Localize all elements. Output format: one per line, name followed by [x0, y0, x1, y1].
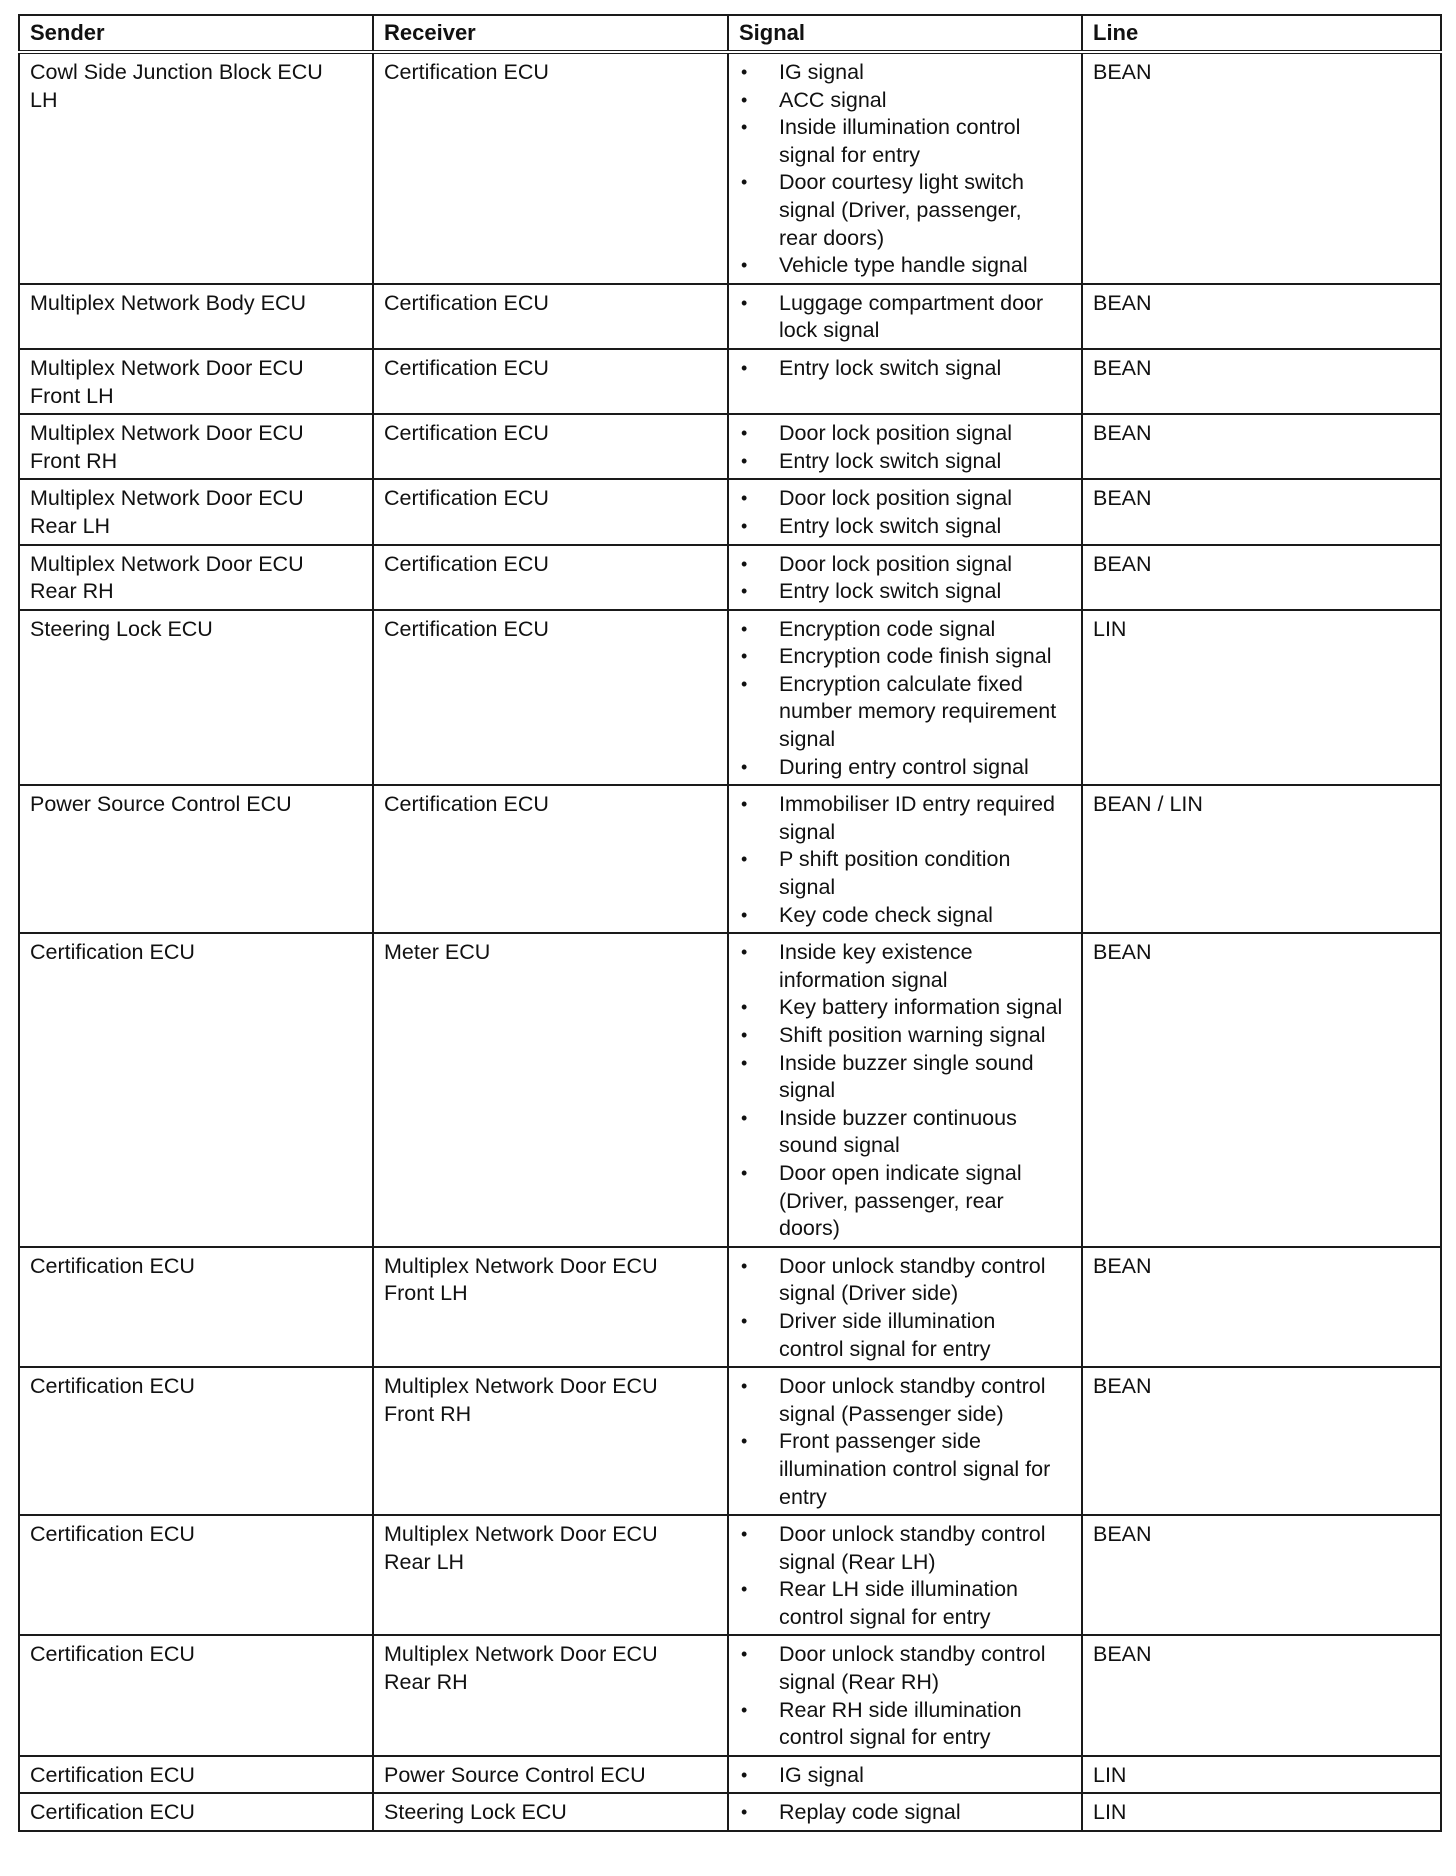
receiver-cell	[373, 1247, 728, 1367]
signal-cell	[728, 933, 1082, 1247]
signal-item	[739, 1641, 1071, 1696]
bullet-icon: •	[741, 62, 748, 82]
line-cell	[1082, 1756, 1441, 1794]
receiver-cell	[373, 284, 728, 349]
table-row	[19, 52, 1441, 284]
signal-text: Key battery information signal	[779, 995, 1063, 1020]
signal-item	[739, 1521, 1071, 1576]
line-cell	[1082, 933, 1441, 1247]
bullet-icon: •	[741, 1699, 748, 1720]
receiver-text: Certification ECU	[384, 551, 549, 576]
sender-cell	[19, 1756, 373, 1794]
bullet-icon: •	[741, 292, 748, 313]
line-text: BEAN	[1093, 1522, 1152, 1547]
signal-text: Entry lock switch signal	[779, 355, 1002, 380]
signal-item	[739, 551, 1071, 579]
signal-text: Door unlock standby control signal (Rear RH)	[779, 1642, 1046, 1695]
sender-text: Certification ECU	[30, 1374, 195, 1399]
receiver-cell	[373, 1635, 728, 1755]
table-row	[19, 1635, 1441, 1755]
signal-list	[739, 1799, 1071, 1827]
signal-text: P shift position condition signal	[779, 847, 1011, 900]
bullet-icon: •	[741, 1310, 748, 1331]
signal-table-sheet	[18, 14, 1440, 1832]
signal-item	[739, 671, 1071, 754]
signal-item	[739, 846, 1071, 901]
sender-text: Certification ECU	[30, 940, 195, 965]
signal-item	[739, 1428, 1071, 1511]
sender-cell	[19, 1635, 373, 1755]
table-row	[19, 284, 1441, 349]
bullet-icon: •	[741, 997, 748, 1018]
signal-item	[739, 1697, 1071, 1752]
table-row	[19, 1247, 1441, 1367]
line-text: BEAN	[1093, 290, 1152, 315]
bullet-icon: •	[741, 794, 748, 815]
bullet-icon: •	[741, 673, 748, 694]
signal-text: Entry lock switch signal	[779, 513, 1002, 538]
sender-text: Multiplex Network Door ECU Front LH	[30, 355, 304, 408]
signal-item	[739, 290, 1071, 345]
signal-item	[739, 59, 1071, 87]
header-line: Line	[1082, 15, 1441, 52]
signal-list	[739, 290, 1071, 345]
bullet-icon: •	[741, 423, 748, 444]
bullet-icon: •	[741, 450, 748, 471]
sender-text: Certification ECU	[30, 1642, 195, 1667]
signal-text: Inside buzzer continuous sound signal	[779, 1105, 1017, 1158]
sender-text: Cowl Side Junction Block ECU LH	[30, 60, 323, 112]
sender-text: Power Source Control ECU	[30, 792, 292, 817]
table-row	[19, 1756, 1441, 1794]
signal-cell	[728, 610, 1082, 786]
table-row	[19, 785, 1441, 933]
signal-list	[739, 1762, 1071, 1790]
sender-text: Certification ECU	[30, 1800, 195, 1825]
line-cell	[1082, 545, 1441, 610]
signal-text: ACC signal	[779, 87, 887, 112]
receiver-text: Certification ECU	[384, 792, 549, 817]
line-text: BEAN	[1093, 1374, 1152, 1399]
signal-item	[739, 1308, 1071, 1363]
signal-text: IG signal	[779, 1762, 864, 1787]
line-cell	[1082, 52, 1441, 284]
line-cell	[1082, 284, 1441, 349]
receiver-cell	[373, 1367, 728, 1515]
signal-text: Encryption calculate fixed number memory requirement signal	[779, 671, 1057, 752]
sender-cell	[19, 479, 373, 544]
bullet-icon: •	[741, 646, 748, 667]
receiver-cell	[373, 1515, 728, 1635]
table-row	[19, 1367, 1441, 1515]
signal-text: Inside key existence information signal	[779, 940, 973, 992]
sender-cell	[19, 933, 373, 1247]
signal-list	[739, 551, 1071, 606]
line-cell	[1082, 479, 1441, 544]
signal-cell	[728, 1756, 1082, 1794]
sender-cell	[19, 414, 373, 479]
signal-list	[739, 1521, 1071, 1631]
header-sender: Sender	[19, 15, 373, 52]
line-cell	[1082, 349, 1441, 414]
table-row	[19, 933, 1441, 1247]
signal-text: Encryption code signal	[779, 616, 996, 641]
receiver-text: Certification ECU	[384, 355, 549, 380]
signal-item	[739, 754, 1071, 782]
receiver-cell	[373, 610, 728, 786]
signal-text: Luggage compartment door lock signal	[779, 290, 1044, 343]
signal-item	[739, 939, 1071, 994]
signal-item	[739, 643, 1071, 671]
receiver-text: Certification ECU	[384, 421, 549, 446]
signal-item	[739, 355, 1071, 383]
signal-item	[739, 1160, 1071, 1243]
signal-item	[739, 1050, 1071, 1105]
sender-cell	[19, 1515, 373, 1635]
receiver-cell	[373, 785, 728, 933]
sender-text: Multiplex Network Door ECU Rear LH	[30, 486, 304, 538]
receiver-text: Multiplex Network Door ECU Front LH	[384, 1253, 658, 1306]
signal-text: Rear RH side illumination control signal for entry	[779, 1697, 1022, 1750]
line-text: BEAN	[1093, 551, 1152, 576]
signal-item	[739, 1799, 1071, 1827]
signal-text: During entry control signal	[779, 754, 1029, 779]
line-cell	[1082, 610, 1441, 786]
bullet-icon: •	[741, 1025, 748, 1045]
line-cell	[1082, 414, 1441, 479]
sender-cell	[19, 1793, 373, 1831]
signal-cell	[728, 414, 1082, 479]
bullet-icon: •	[741, 904, 748, 925]
signal-item	[739, 902, 1071, 930]
signal-text: Door lock position signal	[779, 486, 1013, 511]
bullet-icon: •	[741, 553, 748, 574]
signal-item	[739, 513, 1071, 541]
receiver-text: Certification ECU	[384, 616, 549, 641]
sender-cell	[19, 785, 373, 933]
signal-text: Immobiliser ID entry required signal	[779, 792, 1056, 844]
signal-item	[739, 485, 1071, 513]
sender-cell	[19, 52, 373, 284]
signal-item	[739, 114, 1071, 169]
signal-text: Door courtesy light switch signal (Driver, passenger, rear doors)	[779, 170, 1024, 250]
bullet-icon: •	[741, 1052, 748, 1073]
bullet-icon: •	[741, 756, 748, 777]
line-cell	[1082, 1793, 1441, 1831]
bullet-icon: •	[741, 581, 748, 602]
signal-item	[739, 420, 1071, 448]
table-row	[19, 349, 1441, 414]
signal-item	[739, 994, 1071, 1022]
receiver-cell	[373, 414, 728, 479]
signal-text: Door unlock standby control signal (Rear LH)	[779, 1522, 1046, 1574]
receiver-text: Meter ECU	[384, 940, 491, 965]
receiver-cell	[373, 545, 728, 610]
receiver-cell	[373, 1756, 728, 1794]
line-text: BEAN / LIN	[1093, 792, 1203, 817]
sender-text: Certification ECU	[30, 1253, 195, 1278]
sender-text: Multiplex Network Door ECU Rear RH	[30, 551, 304, 604]
sender-cell	[19, 610, 373, 786]
receiver-cell	[373, 52, 728, 284]
bullet-icon: •	[741, 1802, 748, 1823]
signal-text: Shift position warning signal	[779, 1023, 1046, 1047]
bullet-icon: •	[741, 89, 748, 110]
receiver-cell	[373, 933, 728, 1247]
bullet-icon: •	[741, 515, 748, 536]
sender-text: Steering Lock ECU	[30, 616, 213, 641]
header-receiver: Receiver	[373, 15, 728, 52]
receiver-text: Power Source Control ECU	[384, 1762, 646, 1787]
signal-text: Door lock position signal	[779, 421, 1013, 446]
receiver-cell	[373, 1793, 728, 1831]
table-header	[19, 15, 1441, 52]
signal-text: Entry lock switch signal	[779, 448, 1002, 473]
signal-item	[739, 87, 1071, 115]
bullet-icon: •	[741, 1255, 748, 1276]
line-text: LIN	[1093, 616, 1127, 641]
signal-text: Door unlock standby control signal (Passenger side)	[779, 1374, 1046, 1426]
table-row	[19, 479, 1441, 544]
signal-text: Inside illumination control signal for entry	[779, 115, 1021, 167]
signal-list	[739, 1253, 1071, 1363]
signal-text: Front passenger side illumination control signal for entry	[779, 1429, 1051, 1509]
bullet-icon: •	[741, 1376, 748, 1397]
sender-text: Multiplex Network Door ECU Front RH	[30, 421, 304, 473]
receiver-text: Certification ECU	[384, 290, 549, 315]
signal-item	[739, 791, 1071, 846]
sender-cell	[19, 1247, 373, 1367]
signal-cell	[728, 349, 1082, 414]
signal-text: Inside buzzer single sound signal	[779, 1050, 1034, 1103]
receiver-text: Certification ECU	[384, 486, 549, 511]
signal-text: Rear LH side illumination control signal for entry	[779, 1577, 1018, 1629]
sender-cell	[19, 1367, 373, 1515]
line-cell	[1082, 1367, 1441, 1515]
bullet-icon: •	[741, 1644, 748, 1665]
signal-cell	[728, 1367, 1082, 1515]
bullet-icon: •	[741, 1579, 748, 1600]
signal-list	[739, 59, 1071, 280]
signal-text: Door lock position signal	[779, 551, 1013, 576]
bullet-icon: •	[741, 172, 748, 193]
signal-cell	[728, 284, 1082, 349]
signal-item	[739, 1373, 1071, 1428]
table-row	[19, 545, 1441, 610]
bullet-icon: •	[741, 849, 748, 870]
signal-text: Driver side illumination control signal for entry	[779, 1308, 996, 1361]
signal-text: Door unlock standby control signal (Driver side)	[779, 1253, 1046, 1306]
sender-cell	[19, 284, 373, 349]
receiver-text: Steering Lock ECU	[384, 1800, 567, 1825]
receiver-text: Multiplex Network Door ECU Rear RH	[384, 1642, 658, 1695]
signal-item	[739, 1762, 1071, 1790]
bullet-icon: •	[741, 942, 748, 963]
signal-text: Encryption code finish signal	[779, 644, 1052, 669]
signal-item	[739, 1253, 1071, 1308]
signal-text: Entry lock switch signal	[779, 579, 1002, 604]
signal-list	[739, 420, 1071, 475]
signal-cell	[728, 1247, 1082, 1367]
receiver-text: Certification ECU	[384, 60, 549, 84]
signal-item	[739, 252, 1071, 280]
signal-list	[739, 485, 1071, 540]
line-text: BEAN	[1093, 355, 1152, 380]
line-text: BEAN	[1093, 421, 1152, 446]
table-row	[19, 1793, 1441, 1831]
signal-item	[739, 1022, 1071, 1050]
bullet-icon: •	[741, 1764, 748, 1785]
line-text: BEAN	[1093, 486, 1152, 511]
signal-list	[739, 355, 1071, 383]
bullet-icon: •	[741, 117, 748, 138]
signal-cell	[728, 785, 1082, 933]
bullet-icon: •	[741, 488, 748, 509]
sender-cell	[19, 545, 373, 610]
receiver-cell	[373, 349, 728, 414]
sender-text: Certification ECU	[30, 1522, 195, 1547]
header-row	[19, 15, 1441, 52]
line-text: BEAN	[1093, 940, 1152, 965]
sender-text: Certification ECU	[30, 1762, 195, 1787]
bullet-icon: •	[741, 1107, 748, 1128]
bullet-icon: •	[741, 357, 748, 378]
signal-text: Replay code signal	[779, 1800, 961, 1825]
signal-list	[739, 939, 1071, 1243]
signal-item	[739, 169, 1071, 252]
signal-list	[739, 1373, 1071, 1511]
signal-cell	[728, 479, 1082, 544]
sender-cell	[19, 349, 373, 414]
signal-cell	[728, 1635, 1082, 1755]
line-text: LIN	[1093, 1800, 1127, 1825]
signal-cell	[728, 1515, 1082, 1635]
signal-list	[739, 791, 1071, 929]
line-cell	[1082, 785, 1441, 933]
receiver-cell	[373, 479, 728, 544]
signal-cell	[728, 545, 1082, 610]
signal-cell	[728, 52, 1082, 284]
bullet-icon: •	[741, 1162, 748, 1183]
signal-item	[739, 1576, 1071, 1631]
signal-list	[739, 1641, 1071, 1751]
signal-text: Vehicle type handle signal	[779, 253, 1028, 278]
bullet-icon: •	[741, 1524, 748, 1545]
bullet-icon: •	[741, 1431, 748, 1452]
signal-item	[739, 448, 1071, 476]
signal-cell	[728, 1793, 1082, 1831]
table-row	[19, 414, 1441, 479]
signal-item	[739, 616, 1071, 644]
line-text: LIN	[1093, 1762, 1127, 1787]
signal-text: Key code check signal	[779, 902, 993, 927]
receiver-text: Multiplex Network Door ECU Rear LH	[384, 1522, 658, 1574]
line-text: BEAN	[1093, 60, 1152, 84]
bullet-icon: •	[741, 255, 748, 276]
signal-item	[739, 578, 1071, 606]
signal-list	[739, 616, 1071, 782]
header-signal: Signal	[728, 15, 1082, 52]
signal-text: IG signal	[779, 60, 864, 84]
receiver-text: Multiplex Network Door ECU Front RH	[384, 1374, 658, 1426]
line-text: BEAN	[1093, 1253, 1152, 1278]
line-cell	[1082, 1515, 1441, 1635]
signal-item	[739, 1105, 1071, 1160]
sender-text: Multiplex Network Body ECU	[30, 290, 307, 315]
line-cell	[1082, 1247, 1441, 1367]
table-row	[19, 1515, 1441, 1635]
table-row	[19, 610, 1441, 786]
table-body	[19, 52, 1441, 1831]
bullet-icon: •	[741, 618, 748, 639]
signal-text: Door open indicate signal (Driver, passenger, rear doors)	[779, 1160, 1022, 1241]
line-cell	[1082, 1635, 1441, 1755]
line-text: BEAN	[1093, 1642, 1152, 1667]
signal-table	[18, 14, 1442, 1832]
